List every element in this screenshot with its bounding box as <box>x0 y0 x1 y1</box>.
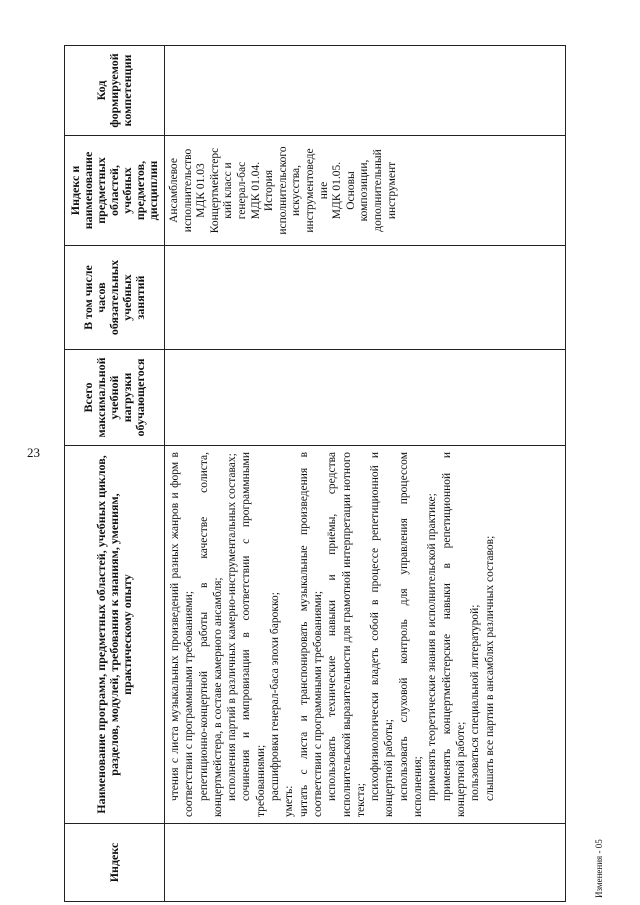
requirements-cell <box>165 446 566 824</box>
header-max-load: Всего максимальной учебной нагрузки обучающегося <box>65 350 165 446</box>
requirement-line: читать с листа и транспонировать музыкальные произведения в соответствии с программными требованиями; <box>297 452 324 817</box>
header-subject: Индекс и наименование предметных областей, учебных предметов, дисциплин <box>65 136 165 246</box>
requirement-line: исполнения партий в различных камерно-инструментальных составах; <box>226 453 239 801</box>
requirement-line: расшифровки генерал-баса эпохи барокко; <box>269 592 282 801</box>
subject-line: композиции, <box>358 159 371 222</box>
subject-line: искусства, <box>290 165 303 216</box>
subject-line: Ансамблевое <box>168 158 180 223</box>
subject-line: ние <box>317 181 330 200</box>
requirement-line: слышать все партии в ансамблях различных составов; <box>483 535 496 801</box>
rotated-page-content <box>64 42 569 902</box>
subject-line: инструментоведе <box>303 148 316 233</box>
subject-line: инструмент <box>385 161 398 220</box>
requirement-line: уметь: <box>283 785 296 817</box>
requirement-line: пользоваться специальной литературой; <box>469 604 482 801</box>
subject-line: исполнительство <box>181 148 194 233</box>
header-competence: Код формируемой компетенции <box>65 46 165 136</box>
header-mandatory-hours: В том числе часов обязательных учебных занятий <box>65 246 165 350</box>
requirement-line: применять концертмейстерские навыки в репетиционной и концертной работе; <box>440 452 467 817</box>
subject-line: кий класс и <box>222 162 235 219</box>
table-header-row <box>65 46 165 902</box>
page-number: 23 <box>27 445 40 460</box>
requirement-line: использовать технические навыки и приёмы, средства исполнительской выразительности для грамотной интерпретации нотного текста; <box>326 452 367 817</box>
requirement-line: применять теоретические знания в исполнительской практике; <box>426 493 439 801</box>
table-row <box>165 46 566 902</box>
footer-note: Изменения - 05 <box>594 839 604 898</box>
requirement-line: использовать слуховой контроль для управления процессом исполнения; <box>397 452 425 817</box>
requirement-line: репетиционно-концертной работы в качестве солиста, концертмейстера, в составе камерного ансамбля; <box>197 452 224 817</box>
subject-line: исполнительского <box>276 146 289 235</box>
subject-line: История <box>263 169 276 212</box>
header-index: Индекс <box>65 824 165 902</box>
subject-line: Концертмейстерс <box>208 147 221 234</box>
subject-line: генерал-бас <box>235 161 248 220</box>
requirement-line: чтения с листа музыкальных произведений разных жанров и форм в соответствии с программными требованиями; <box>169 452 196 817</box>
program-table <box>64 45 566 902</box>
subject-line: МДК 01.05. <box>331 161 344 220</box>
requirement-line: психофизиологически владеть собой в процессе репетиционной и концертной работы; <box>369 452 396 817</box>
max-load-cell <box>165 350 566 446</box>
index-cell <box>165 824 566 902</box>
mandatory-hours-cell <box>165 246 566 350</box>
subject-line: МДК 01.04. <box>249 161 262 220</box>
subject-line: МДК 01.03 <box>195 163 208 218</box>
header-name: Наименование программ, предметных областей, учебных циклов, разделов, модулей, требования к знаниям, умениям, практическому опыту <box>65 446 165 824</box>
subject-line: дополнительный <box>371 149 384 232</box>
competence-cell <box>165 46 566 136</box>
requirement-line: сочинения и импровизации в соответствии с программными требованиями; <box>240 452 267 817</box>
subject-line: Основы <box>344 171 357 210</box>
subject-cell <box>165 136 566 246</box>
